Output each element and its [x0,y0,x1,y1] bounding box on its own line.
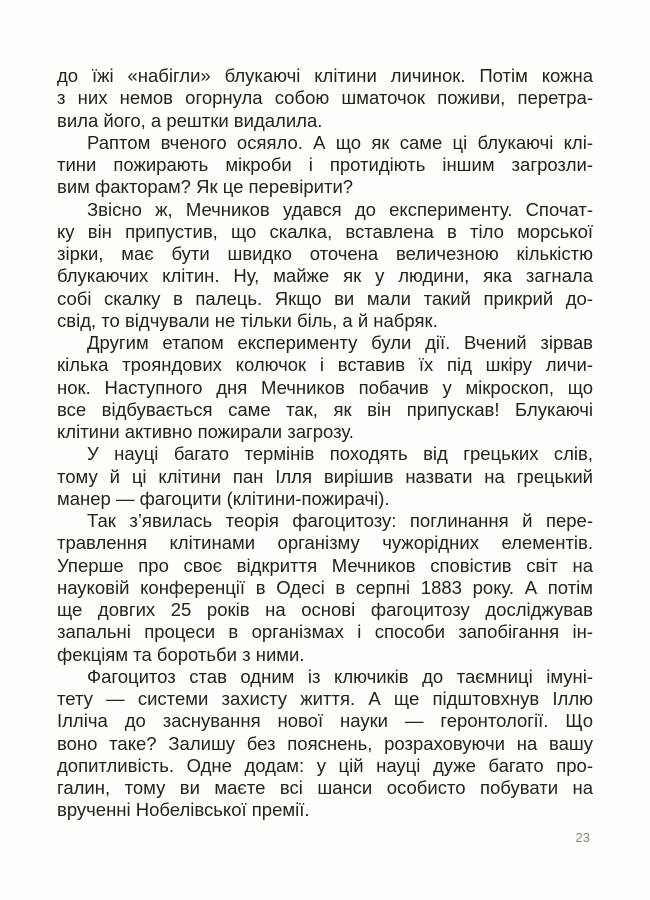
text-line: тому й ці клітини пан Ілля вирішив назвати на грецький [57,465,593,487]
text-line: фекціям та боротьби з ними. [57,643,305,665]
text-line: вим факторам? Як це перевірити? [57,176,354,198]
text-line: блукаючих клітин. Ну, майже як у людини, яка загнала [57,265,593,287]
text-line: У науці багато термінів походять від грецьких слів, [87,443,593,465]
text-line: воно таке? Залишу без пояснень, розраховуючи на вашу [57,732,593,754]
text-line: Раптом вченого осяяло. А що як саме ці блукаючі клі- [87,131,593,153]
text-line: кілька трояндових колючок і вставив їх під шкіру личи- [57,354,593,376]
text-line: Уперше про своє відкриття Мечников сповістив світ на [57,554,593,576]
page-number: 23 [575,830,590,845]
text-line: до їжі «набігли» блукаючі клітини личинок. Потім кожна [57,65,593,86]
text-line: Другим етапом експерименту були дії. Вчений зірвав [87,332,593,353]
text-line: ще довгих 25 років на основі фагоцитозу досліджував [57,599,593,620]
text-line: тету — системи захисту життя. А ще підштовхнув Іллю [57,688,593,709]
text-line: ку він припустив, що скалка, вставлена в тіло морської [57,220,593,242]
text-line: з них немов огорнула собою шматочок поживи, перетра- [57,87,593,109]
text-line: Фагоцитоз став одним із ключиків до таємниці імуні- [87,665,593,687]
text-line: нок. Наступного дня Мечников побачив у мікроскоп, що [57,376,593,398]
text-line: манер — фагоцити (клітини-пожирачі). [57,487,390,509]
text-line: клітини активно пожирали загрозу. [57,421,354,442]
text-line: Звісно ж, Мечников удався до експерименту. Спочат- [87,198,593,220]
text-line: зірки, має бути швидко оточена величезною кількістю [57,243,593,264]
text-line: собі скалку в палець. Якщо ви мали такий прикрий до- [57,287,593,309]
text-line: врученні Нобелівської премії. [57,799,310,821]
text-line: галин, тому ви маєте всі шанси особисто побувати на [57,777,593,798]
text-line: запальні процеси в організмах і способи запобігання ін- [57,621,593,643]
text-line: Ілліча до заснування нової науки — геронтології. Що [57,710,593,732]
text-line: вила його, а рештки видалила. [57,109,323,131]
text-line: все відбувається саме так, як він припускав! Блукаючі [57,398,593,420]
text-line: свід, то відчували не тільки біль, а й набряк. [57,309,438,331]
text-line: тини пожирають мікроби і протидіють іншим загрозли- [57,154,593,175]
text-line: травлення клітинами організму чужорідних елементів. [57,532,593,554]
body-text [57,65,593,822]
text-line: допитливість. Одне додам: у цій науці дуже багато про- [57,754,593,776]
text-line: науковій конференції в Одесі в серпні 1883 року. А потім [57,576,593,598]
text-line: Так з’явилась теорія фагоцитозу: поглинання й пере- [87,510,593,531]
